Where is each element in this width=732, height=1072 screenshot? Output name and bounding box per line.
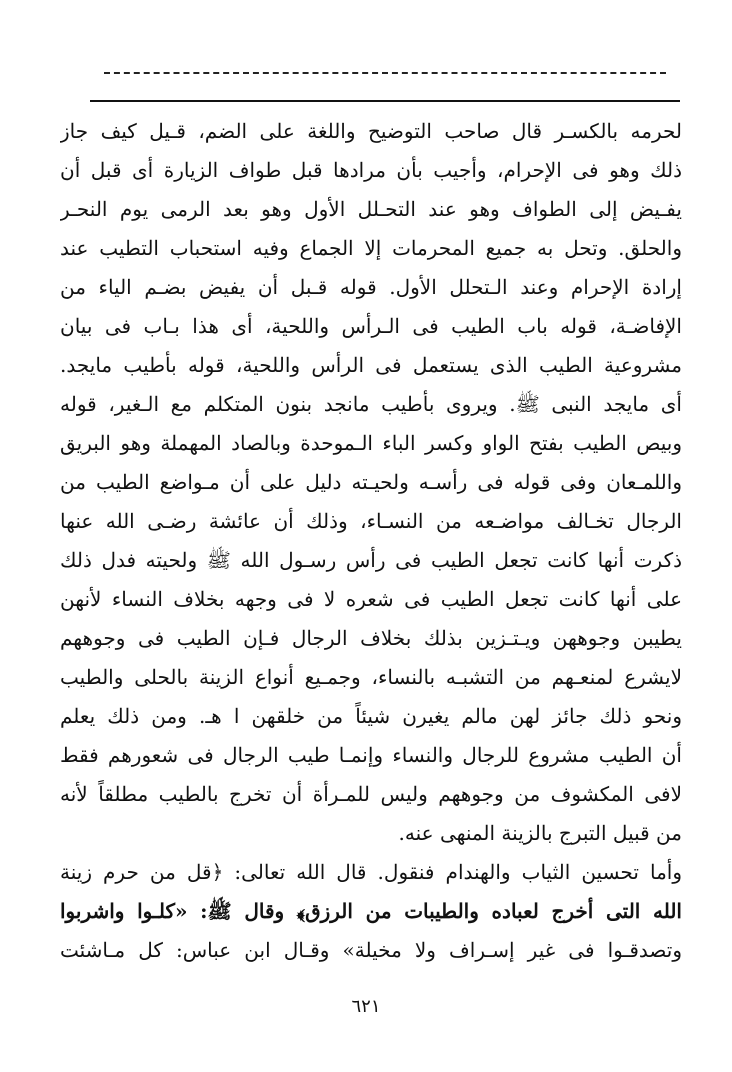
text-line: إرادة الإحرام وعند الـتحلل الأول. قوله قـبل أن يفيض بضـم الياء من [60,275,682,299]
text-line: يفـيض إلى الطواف وهو عند التحـلل الأول وهو بعد الرمى يوم النحـر [60,197,682,221]
text-line: وأما تحسين الثياب والهندام فنقول. قال الله تعالى: ﴿قل من حرم زينة [60,860,682,884]
text-line: ونحو ذلك جائز لهن مالم يغيرن شيئاً من خلقهن ا هـ. ومن ذلك يعلم [60,704,682,728]
text-line: ذلك وهو فى الإحرام، وأجيب بأن مرادها قبل طواف الزيارة أى قبل أن [60,158,682,182]
page-number: ٦٢١ [351,996,381,1017]
text-line: لايشرع لمنعـهم من التشبـه بالنساء، وجمـيع أنواع الزينة بالحلى والطيب [60,665,682,689]
body-text [60,112,682,970]
text-line: لافى المكشوف من وجوههم وليس للمـرأة أن تخرج بالطيب مطلقاً لأنه [60,782,682,806]
text-line: أن الطيب مشروع للرجال والنساء وإنمـا طيب الرجال فى شعورهم فقط [60,743,682,767]
text-line: أى مايجد النبى ﷺ. ويروى بأطيب مانجد بنون المتكلم مع الـغير، قوله [60,392,682,416]
text-line: والحلق. وتحل به جميع المحرمات إلا الجماع وفيه استحباب التطيب عند [60,236,682,260]
text-line: وتصدقـوا فى غير إسـراف ولا مخيلة» وقـال ابن عباس: كل مـاشئت [60,938,682,962]
text-line: يطيبن وجوههن ويـتـزين بذلك بخلاف الرجال فـإن الطيب فى وجوههم [60,626,682,650]
header-dashed-rule [104,72,666,74]
header-solid-rule [90,100,680,102]
text-line: واللمـعان وفى قوله فى رأسـه ولحيـته دليل على أن مـواضع الطيب من [60,470,682,494]
text-line: الرجال تخـالف مواضـعه من النسـاء، وذلك أن عائشة رضـى الله عنها [60,509,682,533]
text-line: وبيص الطيب بفتح الواو وكسر الباء الـموحدة وبالصاد المهملة وهو البريق [60,431,682,455]
text-line: ذكرت أنها كانت تجعل الطيب فى رأس رسـول الله ﷺ ولحيته فدل ذلك [60,548,682,572]
text-line: الإفاضـة، قوله باب الطيب فى الـرأس واللحية، أى هذا بـاب فى بيان [60,314,682,338]
text-line: مشروعية الطيب الذى يستعمل فى الرأس واللحية، قوله بأطيب مايجد. [60,353,682,377]
text-line: لحرمه بالكسـر قال صاحب التوضيح واللغة على الضم، قـيل كيف جاز [60,119,682,143]
text-line: الله التى أخرج لعباده والطيبات من الرزق﴾ وقال ﷺ: «كلـوا واشربوا [60,899,682,923]
text-line: من قبيل التبرج بالزينة المنهى عنه. [398,821,682,845]
text-line: على أنها كانت تجعل الطيب فى شعره لا فى وجهه بخلاف النساء لأنهن [60,587,682,611]
